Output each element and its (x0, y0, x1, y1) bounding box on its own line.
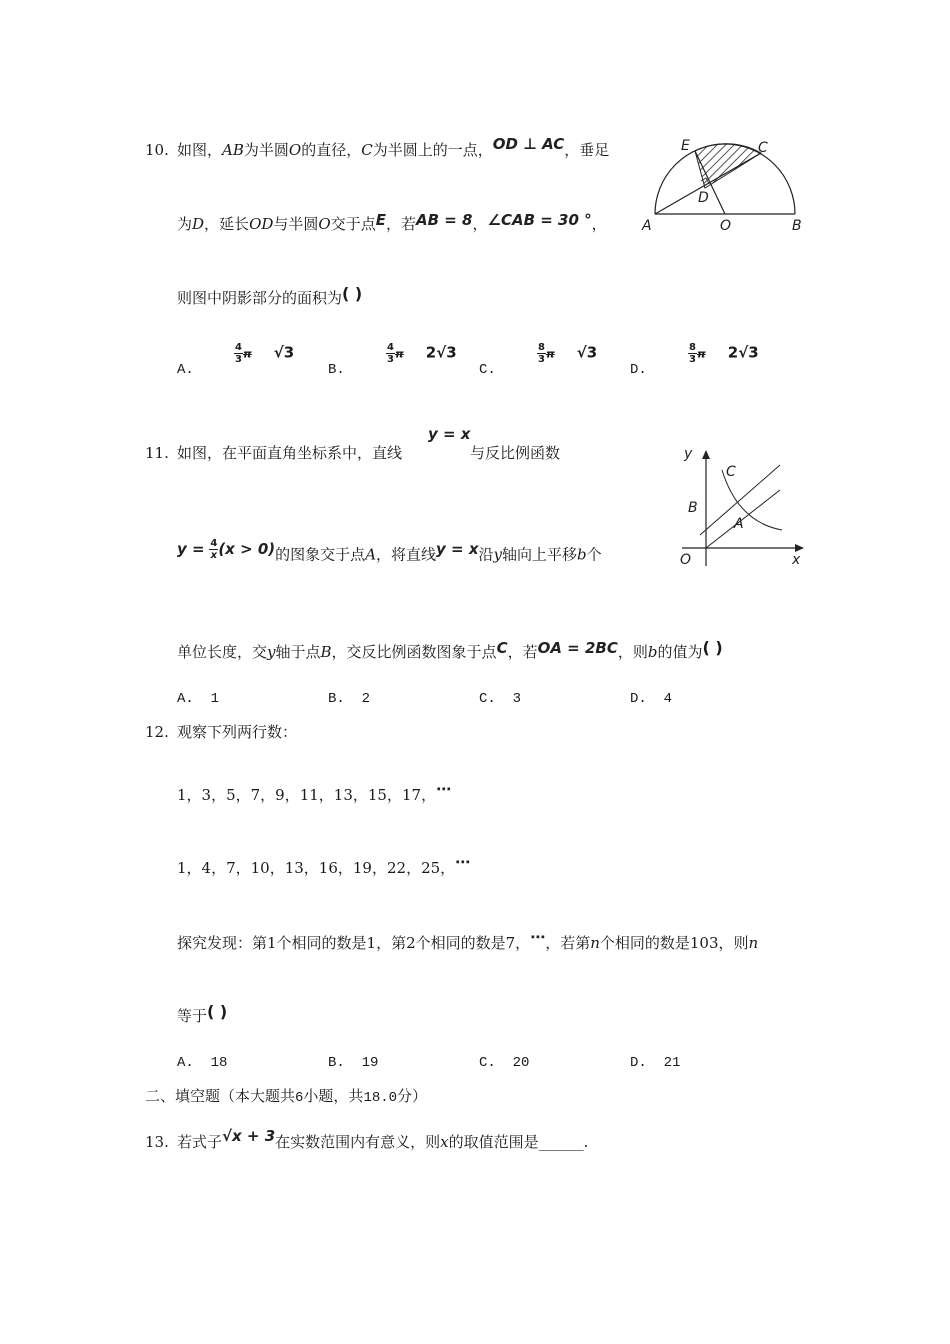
math-od-perp-ac: OD ⊥ AC (492, 135, 565, 153)
math-condition: (x > 0) (218, 539, 276, 558)
text: ，若 (507, 643, 538, 661)
var-OD: OD (249, 215, 274, 233)
var-O: O (288, 141, 302, 159)
text: 探究发现：第1个相同的数是1，第2个相同的数是7， (177, 934, 531, 952)
option-label: C. (479, 1055, 496, 1071)
numerator: 4 (210, 538, 218, 549)
text: 个相同的数是103，则 (599, 934, 749, 952)
var-b: b (577, 545, 587, 564)
option-label: A. (177, 1055, 194, 1071)
text: 等于 (177, 1007, 208, 1025)
text: 若式子 (177, 1133, 223, 1151)
text: 为半圆 (243, 141, 289, 159)
fraction (386, 342, 395, 365)
q10-option-d-label: D. (630, 362, 647, 378)
ellipsis: ⋯ (455, 853, 471, 871)
math-ab-eq-8: AB = 8 (416, 211, 473, 229)
ellipsis: ⋯ (530, 928, 546, 946)
q10-line3 (177, 284, 363, 308)
q12-number: 12. (145, 723, 169, 741)
var-A: A (365, 545, 377, 564)
number-row: 1，4，7，10，13，16，19，22，25， (177, 859, 456, 877)
text: 如图， (177, 141, 223, 159)
q10-option-a-value (234, 342, 294, 365)
math-angle-cab: ∠CAB = 30 ° (487, 211, 592, 229)
q13-line (177, 1127, 589, 1152)
label-O: O (680, 552, 692, 568)
var-n: n (590, 934, 600, 952)
math-sqrt-x-plus-3: √x + 3 (222, 1127, 276, 1145)
q12-option-b (328, 1053, 378, 1073)
option-label: D. (630, 1055, 647, 1071)
y-axis-arrow (702, 450, 710, 459)
text: 与半圆 (273, 215, 319, 233)
label-x: x (792, 552, 801, 568)
option-value: 1 (210, 691, 220, 707)
var-D: D (192, 215, 205, 233)
option-value: 3 (512, 691, 522, 707)
text: ，延长 (204, 215, 250, 233)
number-row: 1，3，5，7，9，11，13，15，17， (177, 786, 437, 804)
option-value: 4 (663, 691, 673, 707)
numerator: 4 (235, 342, 242, 353)
q10-line2 (177, 211, 607, 234)
label-C: C (758, 140, 768, 156)
x-axis-arrow (795, 544, 804, 552)
radical: √3 (273, 343, 295, 362)
q12-row1 (177, 780, 452, 805)
fraction (234, 342, 243, 365)
label-E: E (681, 138, 690, 154)
q12-option-a (177, 1053, 227, 1073)
option-label: B. (328, 691, 345, 707)
option-label: B. (328, 1055, 345, 1071)
text: 为 (177, 215, 193, 233)
label-O: O (720, 218, 732, 234)
q11-math-y-eq-x-top: y = x (428, 425, 471, 443)
text: 的图象交于点 (275, 545, 366, 564)
q10-option-b-label: B. (328, 362, 345, 378)
text: . (583, 1133, 589, 1151)
section-heading-fill-in (145, 1086, 427, 1108)
text: 的直径， (301, 141, 362, 159)
var-y: y (493, 545, 503, 564)
q11-option-c (479, 689, 521, 709)
text: ，若 (385, 215, 416, 233)
minus: − (403, 343, 417, 362)
text: 的取值范围是 (448, 1133, 539, 1151)
text: ，则 (617, 643, 648, 661)
q11-number: 11. (145, 444, 169, 462)
answer-blank[interactable]: ______ (538, 1133, 584, 1151)
q10-option-c-value (537, 342, 597, 365)
label-D: D (698, 190, 709, 206)
numerator: 4 (387, 342, 394, 353)
q12-line-a (177, 928, 759, 953)
answer-paren: ( ) (342, 284, 363, 303)
label-A: A (642, 218, 652, 234)
var-AB: AB (222, 141, 244, 159)
var-C: C (361, 141, 373, 159)
option-label: D. (630, 691, 647, 707)
var-O: O (318, 215, 331, 233)
denominator: 3 (538, 354, 545, 365)
q11-option-a (177, 689, 219, 709)
text: 轴向上平移 (502, 545, 578, 564)
math-y-eq: y = (177, 539, 205, 558)
option-value: 19 (361, 1055, 379, 1071)
text: 则图中阴影部分的面积为 (177, 289, 343, 307)
var-n: n (748, 934, 759, 952)
q11-line1a: 如图，在平面直角坐标系中，直线 (177, 444, 403, 462)
fraction-4-over-x (209, 538, 218, 561)
q10-option-d-value (688, 342, 759, 365)
numerator: 8 (689, 342, 696, 353)
option-value: 18 (210, 1055, 228, 1071)
denominator: x (210, 550, 218, 561)
text: 轴于点 (275, 643, 321, 661)
pi: π (696, 347, 706, 361)
var-B: B (320, 643, 332, 661)
q12-intro: 观察下列两行数： (177, 723, 298, 741)
q10-semicircle-figure (636, 132, 816, 237)
answer-paren: ( ) (207, 1002, 228, 1021)
answer-paren: ( ) (702, 638, 723, 657)
q12-option-d (630, 1053, 680, 1073)
text: ， (591, 215, 607, 233)
text: 分） (397, 1087, 428, 1105)
q11-coordinate-figure (670, 440, 810, 572)
text: 的值为 (657, 643, 703, 661)
option-value: 2 (361, 691, 371, 707)
option-label: A. (177, 691, 194, 707)
label-B: B (792, 218, 802, 234)
text: 为半圆上的一点， (372, 141, 493, 159)
q12-row2 (177, 853, 471, 878)
label-y: y (684, 446, 693, 462)
label-A: A (734, 516, 744, 532)
text: ，垂足 (564, 141, 610, 159)
text: 交于点 (330, 215, 376, 233)
label-B: B (688, 500, 698, 516)
denominator: 3 (387, 354, 394, 365)
fraction (537, 342, 546, 365)
pi: π (242, 347, 252, 361)
text: 单位长度，交 (177, 643, 268, 661)
denominator: 3 (689, 354, 696, 365)
fraction (688, 342, 697, 365)
q11-option-b (328, 689, 370, 709)
option-value: 21 (663, 1055, 681, 1071)
option-label: C. (479, 691, 496, 707)
var-b: b (647, 643, 658, 661)
var-x: x (440, 1133, 449, 1151)
q10-number: 10. (145, 141, 169, 159)
total-score: 18.0 (363, 1090, 398, 1106)
shaded-region (695, 144, 761, 188)
label-C: C (726, 464, 736, 480)
q11-line2 (177, 538, 602, 567)
text: ，若第 (545, 934, 591, 952)
q12-line-d (177, 1002, 228, 1026)
q10-option-b-value (386, 342, 457, 365)
text: ，交反比例函数图象于点 (331, 643, 497, 661)
denominator: 3 (235, 354, 242, 365)
q12-option-c (479, 1053, 529, 1073)
var-y: y (267, 643, 276, 661)
math-y-eq-x: y = x (436, 539, 479, 558)
q10-option-a-label: A. (177, 362, 194, 378)
math-C: C (496, 639, 508, 657)
ellipsis: ⋯ (436, 780, 452, 798)
math-oa-eq-2bc: OA = 2BC (537, 639, 618, 657)
q11-line1b: 与反比例函数 (470, 444, 561, 462)
text: 二、填空题（本大题共 (145, 1087, 296, 1105)
text: 在实数范围内有意义，则 (275, 1133, 441, 1151)
q10-line1 (177, 135, 610, 160)
text: ， (472, 215, 488, 233)
option-value: 20 (512, 1055, 530, 1071)
radical: 2√3 (425, 343, 457, 362)
q11-option-d (630, 689, 672, 709)
math-E: E (375, 211, 386, 229)
minus: − (554, 343, 568, 362)
q10-option-c-label: C. (479, 362, 496, 378)
text: 沿 (478, 545, 494, 564)
q13-number: 13. (145, 1133, 169, 1151)
pi: π (545, 347, 555, 361)
pi: π (394, 347, 404, 361)
question-count: 6 (295, 1090, 304, 1106)
minus: − (251, 343, 265, 362)
minus: − (705, 343, 719, 362)
q11-line3 (177, 638, 723, 662)
text: ，将直线 (376, 545, 437, 564)
numerator: 8 (538, 342, 545, 353)
text: 个 (586, 545, 602, 564)
radical: √3 (576, 343, 598, 362)
text: 小题，共 (303, 1087, 364, 1105)
radical: 2√3 (727, 343, 759, 362)
